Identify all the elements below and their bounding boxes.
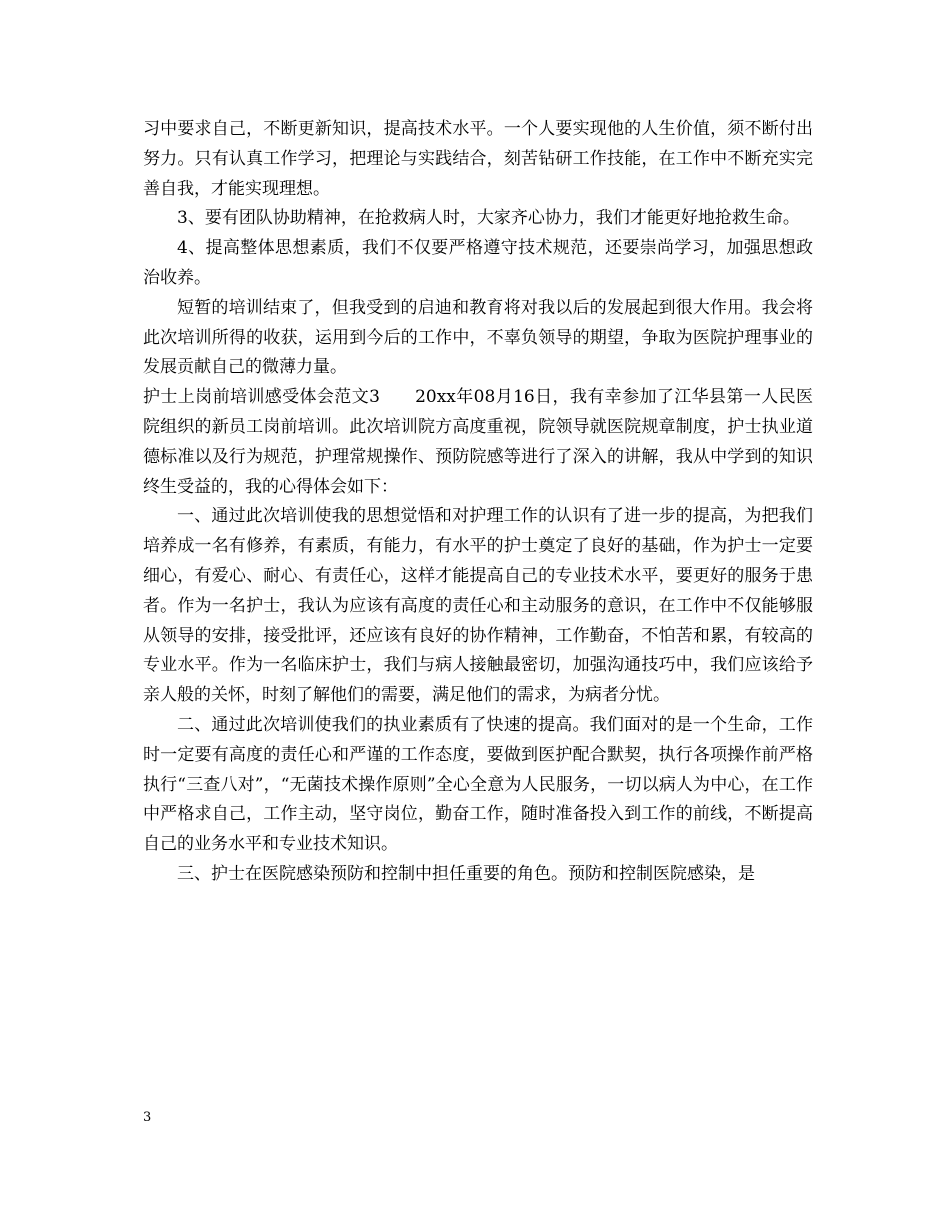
paragraph-section-3: 三、护士在医院感染预防和控制中担任重要的角色。预防和控制医院感染，是 [177, 863, 755, 884]
paragraph-section-2: 二、通过此次培训使我们的执业素质有了快速的提高。我们面对的是一个生命，工作时一定要有高度的责任心和严谨的工作态度，要做到医护配合默契，执行各项操作前严格执行“三查八对”，“无菌技术操作原则”全心全意为人民服务，一切以病人为中心，在工作中严格求自己，工作主动，坚守岗位，勤奋工作，随时准备投入到工作的前线，不断提高自己的业务水平和专业技术知识。 [143, 714, 813, 855]
paragraph-point-4: 4、提高整体思想素质，我们不仅要严格遵守技术规范，还要崇尚学习，加强思想政治收养。 [143, 238, 813, 288]
paragraph-continuation: 习中要求自己，不断更新知识，提高技术水平。一个人要实现他的人生价值，须不断付出努力。只有认真工作学习，把理论与实践结合，刻苦钻研工作技能，在工作中不断充实完善自我，才能实现理想。 [143, 119, 813, 199]
paragraph-conclusion: 短暂的培训结束了，但我受到的启迪和教育将对我以后的发展起到很大作用。我会将此次培训所得的收获，运用到今后的工作中，不辜负领导的期望，争取为医院护理事业的发展贡献自己的微薄力量。 [143, 297, 813, 378]
paragraph-section-1: 一、通过此次培训使我的思想觉悟和对护理工作的认识有了进一步的提高，为把我们培养成一名有修养，有素质，有能力，有水平的护士奠定了良好的基础，作为护士一定要细心，有爱心、耐心、有责任心，这样才能提高自己的专业技术水平，要更好的服务于患者。作为一名护士，我认为应该有高度的责任心和主动服务的意识，在工作中不仅能够服从领导的安排，接受批评，还应该有良好的协作精神，工作勤奋，不怕苦和累，有较高的专业水平。作为一名临床护士，我们与病人接触最密切，加强沟通技巧中，我们应该给予亲人般的关怀，时刻了解他们的需要，满足他们的需求，为病者分忧。 [143, 506, 813, 706]
document-body [143, 115, 813, 890]
paragraph-essay-3-intro: 护士上岗前培训感受体会范文3 20xx年08月16日，我有幸参加了江华县第一人民医院组织的新员工岗前培训。此次培训院方高度重视，院领导就医院规章制度，护士执业道德标准以及行为规范，护理常规操作、预防院感等进行了深入的讲解，我从中学到的知识终生受益的，我的心得体会如下： [143, 387, 813, 497]
paragraph-point-3: 3、要有团队协助精神，在抢救病人时，大家齐心协力，我们才能更好地抢救生命。 [177, 208, 800, 229]
page-number: 3 [143, 1110, 152, 1125]
